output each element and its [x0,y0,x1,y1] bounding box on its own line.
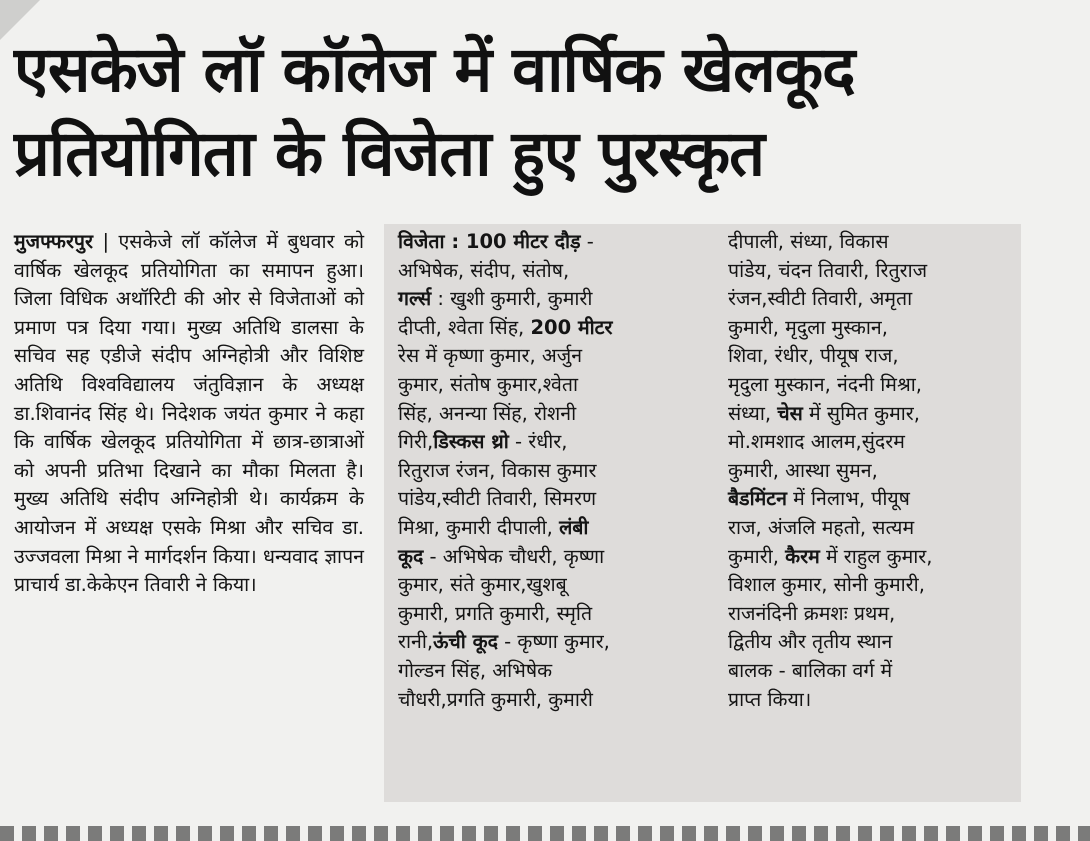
winners-text: कुमार, संते कुमार,खुशबू [398,573,567,597]
winners-text: बालक - बालिका वर्ग में [728,658,893,682]
winners-bold-text: चेस [777,401,803,425]
dateline-separator: | [92,230,119,253]
winners-line [398,514,683,543]
winners-text: प्राप्त किया। [728,687,812,711]
winners-text: संध्या, [728,401,778,425]
winners-text: राजनंदिनी क्रमशः प्रथम, [728,601,896,625]
winners-text: पांडेय, चंदन तिवारी, रितुराज [728,258,928,282]
winners-line [728,543,1011,572]
winners-column-right [728,228,1011,714]
winners-bold-text: विजेता : 100 मीटर दौड़ [398,230,581,253]
winners-text: कुमारी, मृदुला मुस्कान, [728,315,888,339]
winners-line [398,428,683,457]
winners-line [728,314,1011,343]
winners-line [728,228,1011,257]
winners-bold-text: गर्ल्स [398,287,432,311]
winners-text: विशाल कुमार, सोनी कुमारी, [728,573,925,597]
winners-text: कुमारी, आस्था सुमन, [728,458,878,482]
winners-line [398,457,683,486]
winners-column-middle [398,228,683,714]
winners-line [398,571,683,600]
winners-line [398,600,683,629]
winners-text: दीपाली, संध्या, विकास [728,230,889,253]
winners-text: मृदुला मुस्कान, नंदनी मिश्रा, [728,372,922,396]
winners-line [398,400,683,429]
headline-line-2: प्रतियोगिता के विजेता हुए पुरस्कृत [14,117,765,190]
winners-text: गिरी, [398,430,434,454]
story-body: एसकेजे लॉ कॉलेज में बुधवार को वार्षिक खेलकूद प्रतियोगिता का समापन हुआ। जिला विधिक अथॉरिटी की ओर से विजेताओं को प्रमाण पत्र दिया गया। मुख्य अतिथि डालसा के सचिव सह एडीजे संदीप अग्निहोत्री और विशिष्ट अतिथि विश्वविद्यालय जंतुविज्ञान के अध्यक्ष डा.शिवानंद सिंह थे। निदेशक जयंत कुमार ने कहा कि वार्षिक खेलकूद प्रतियोगिता में छात्र-छात्राओं को अपनी प्रतिभा दिखाने का मौका मिलता है। मुख्य अतिथि संदीप अग्निहोत्री थे। कार्यक्रम के आयोजन में अध्यक्ष एसके मिश्रा और सचिव डा. उज्जवला मिश्रा ने मार्गदर्शन किया। धन्यवाद ज्ञापन प्राचार्य डा.केकेएन तिवारी ने किया। [14,230,364,597]
story-column [14,228,364,600]
next-article-cutoff [0,826,1090,841]
winners-line [398,371,683,400]
winners-text: अभिषेक, संदीप, संतोष, [398,258,570,282]
story-paragraph [14,228,364,600]
winners-line [728,571,1011,600]
winners-text: रानी, [398,630,434,654]
winners-line [728,628,1011,657]
winners-bold-text: बैडमिंटन [728,487,787,511]
winners-line [728,657,1011,686]
winners-text: : खुशी कुमारी, कुमारी [431,287,593,311]
winners-text: कुमारी, [728,544,786,568]
winners-line [728,428,1011,457]
winners-text: मिश्रा, कुमारी दीपाली, [398,515,560,539]
winners-text: द्वितीय और तृतीय स्थान [728,630,893,654]
winners-line [728,514,1011,543]
winners-text: कुमार, संतोष कुमार,श्वेता [398,372,579,396]
winners-line [398,485,683,514]
winners-text: रितुराज रंजन, विकास कुमार [398,458,597,482]
winners-text: में राहुल कुमार, [819,544,933,568]
winners-line [398,257,683,286]
winners-text: चौधरी,प्रगति कुमारी, कुमारी [398,687,593,711]
winners-text: कुमारी, प्रगति कुमारी, स्मृति [398,601,593,625]
winners-bold-text: ऊंची कूद [433,630,498,654]
headline-line-1: एसकेजे लॉ कॉलेज में वार्षिक खेलकूद [14,33,855,106]
dateline: मुजफ्फरपुर [14,230,93,253]
winners-text: - [580,230,594,253]
winners-line [398,657,683,686]
winners-line [398,342,683,371]
winners-line [728,342,1011,371]
winners-line [398,543,683,572]
winners-bold-text: कैरम [785,544,820,568]
winners-line [728,686,1011,715]
winners-text: - कृष्णा कुमार, [497,630,610,654]
winners-text: राज, अंजलि महतो, सत्यम [728,515,915,539]
winners-text: दीप्ती, श्वेता सिंह, [398,315,531,339]
winners-line [728,457,1011,486]
winners-text: गोल्डन सिंह, अभिषेक [398,658,553,682]
winners-bold-text: कूद [398,544,424,568]
winners-text: रंजन,स्वीटी तिवारी, अमृता [728,287,913,311]
winners-text: - रंधीर, [508,430,568,454]
winners-bold-text: 200 मीटर [530,315,613,339]
winners-box [384,224,1021,802]
winners-line [728,600,1011,629]
winners-line [398,628,683,657]
winners-line [398,228,683,257]
winners-text: पांडेय,स्वीटी तिवारी, सिमरण [398,487,597,511]
winners-text: में निलाभ, पीयूष [786,487,910,511]
headline [14,28,1084,196]
winners-bold-text: डिस्कस थ्रो [433,430,509,454]
winners-line [398,314,683,343]
winners-bold-text: लंबी [559,515,589,539]
winners-line [398,285,683,314]
winners-text: में सुमित कुमार, [802,401,920,425]
winners-line [398,686,683,715]
winners-text: शिवा, रंधीर, पीयूष राज, [728,344,899,368]
winners-text: - अभिषेक चौधरी, कृष्णा [423,544,605,568]
winners-text: मो.शमशाद आलम,सुंदरम [728,430,905,454]
winners-line [728,400,1011,429]
winners-line [728,257,1011,286]
winners-line [728,371,1011,400]
winners-line [728,285,1011,314]
winners-text: सिंह, अनन्या सिंह, रोशनी [398,401,577,425]
winners-text: रेस में कृष्णा कुमार, अर्जुन [398,344,583,368]
winners-line [728,485,1011,514]
